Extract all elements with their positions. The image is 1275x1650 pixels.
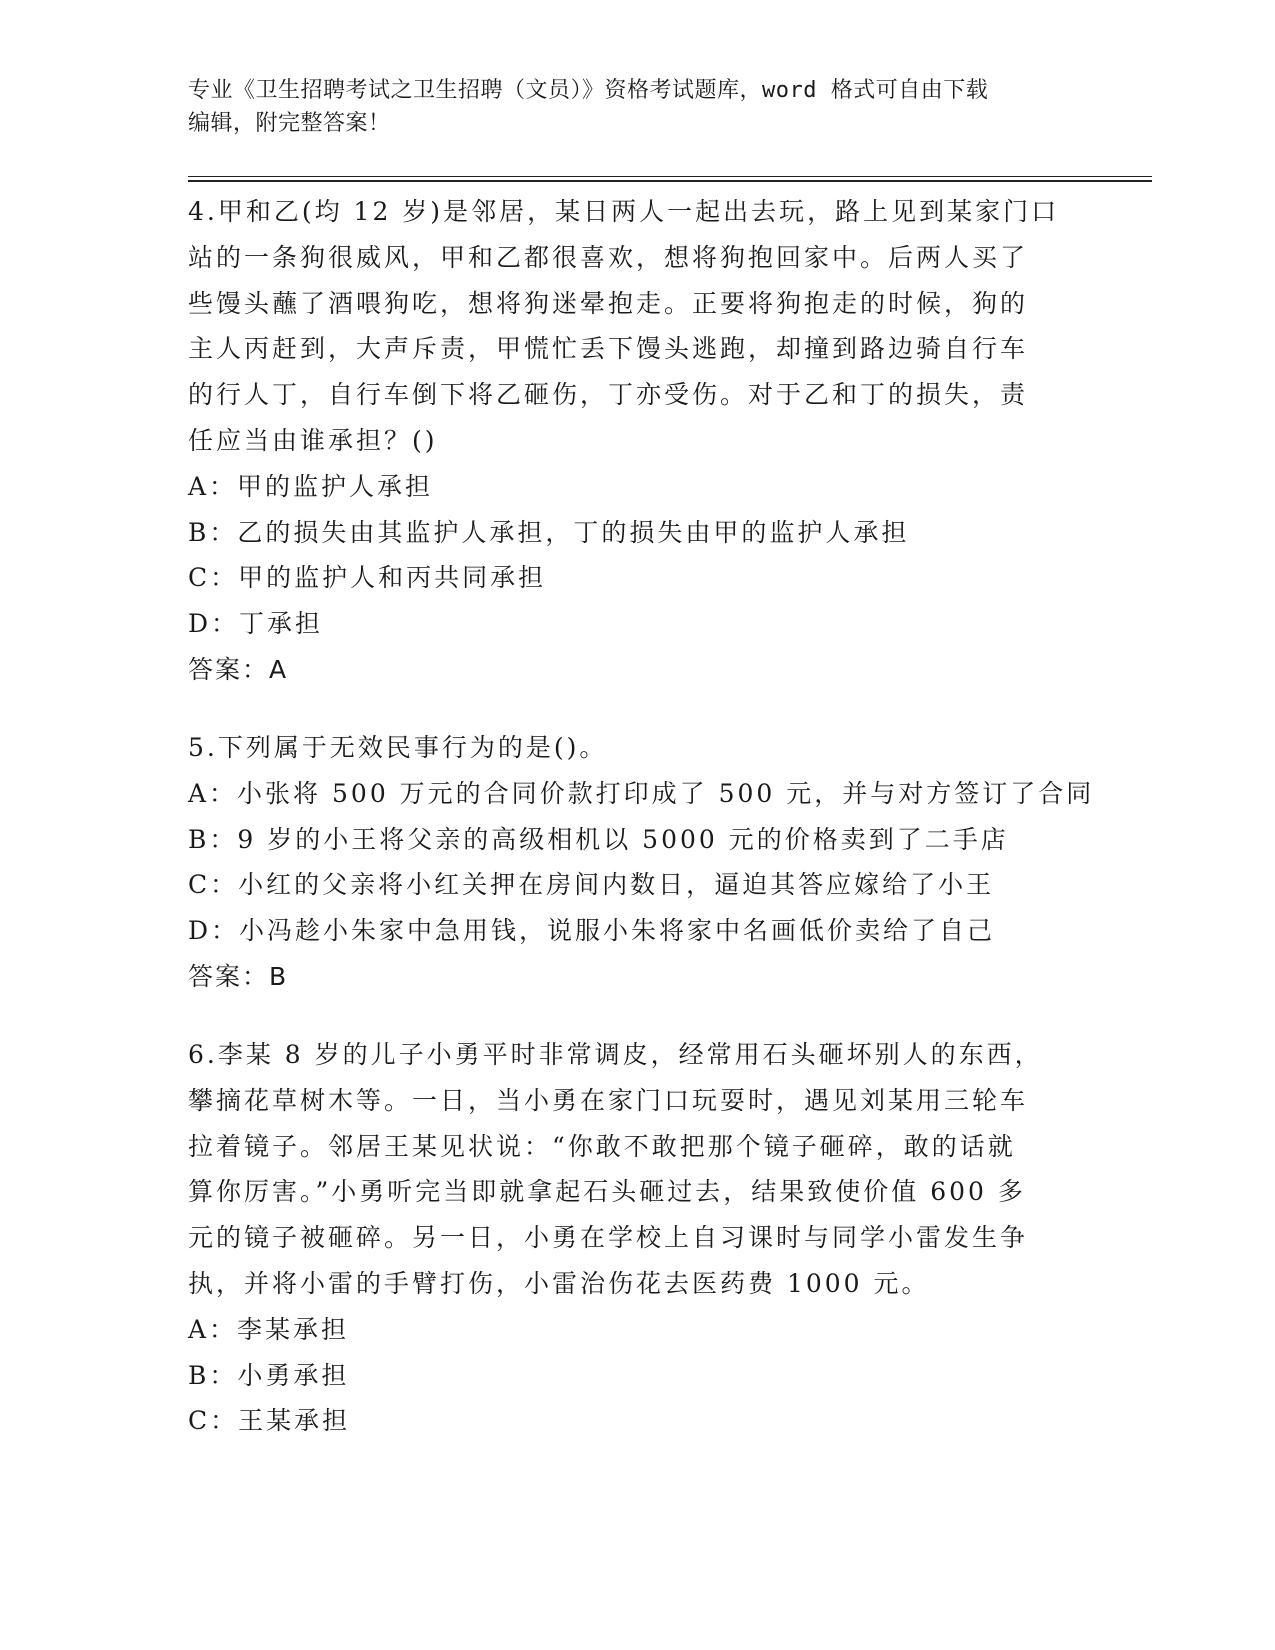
question-item <box>188 1032 1088 1444</box>
question-stem <box>188 725 1088 771</box>
document-header <box>188 74 1068 140</box>
stem-line: 元的镜子被砸碎。另一日，小勇在学校上自习课时与同学小雷发生争 <box>188 1223 1029 1253</box>
stem-line: 4.甲和乙(均 12 岁)是邻居，某日两人一起出去玩，路上见到某家门口 <box>188 197 1060 226</box>
question-item <box>188 725 1095 1000</box>
option-b: B：小勇承担 <box>188 1360 350 1390</box>
option-d: D：丁承担 <box>188 609 324 639</box>
stem-line: 执，并将小雷的手臂打伤，小雷治伤花去医药费 1000 元。 <box>188 1268 930 1298</box>
header-divider-thick <box>188 180 1152 182</box>
question-stem <box>188 1032 1088 1307</box>
stem-line: 6.李某 8 岁的儿子小勇平时非常调皮，经常用石头砸坏别人的东西， <box>188 1039 1043 1069</box>
answer-label: 答案：A <box>188 654 289 684</box>
question-list <box>188 189 1095 1476</box>
option-b: B：9 岁的小王将父亲的高级相机以 5000 元的价格卖到了二手店 <box>188 824 1009 854</box>
stem-line: 的行人丁，自行车倒下将乙砸伤，丁亦受伤。对于乙和丁的损失，责 <box>188 380 1029 410</box>
stem-line: 攀摘花草树木等。一日，当小勇在家门口玩耍时，遇见刘某用三轮车 <box>188 1085 1029 1115</box>
question-stem <box>188 189 1088 464</box>
question-item <box>188 189 1088 693</box>
stem-line: 些馒头蘸了酒喂狗吃，想将狗迷晕抱走。正要将狗抱走的时候，狗的 <box>188 288 1029 318</box>
option-a: A：小张将 500 万元的合同价款打印成了 500 元，并与对方签订了合同 <box>188 778 1095 808</box>
option-c: C：王某承担 <box>188 1406 351 1436</box>
stem-line: 拉着镜子。邻居王某见状说：“你敢不敢把那个镜子砸碎，敢的话就 <box>188 1131 1016 1161</box>
stem-line: 算你厉害。”小勇听完当即就拿起石头砸过去，结果致使价值 600 多 <box>188 1177 1026 1207</box>
option-c: C：甲的监护人和丙共同承担 <box>188 563 547 593</box>
header-line: 编辑，附完整答案！ <box>188 111 391 136</box>
option-c: C：小红的父亲将小红关押在房间内数日，逼迫其答应嫁给了小王 <box>188 870 995 900</box>
option-a: A：李某承担 <box>188 1314 350 1344</box>
answer-label: 答案：B <box>188 961 289 991</box>
header-line: 专业《卫生招聘考试之卫生招聘（文员）》资格考试题库，word 格式可自由下载 <box>188 78 989 103</box>
option-a: A：甲的监护人承担 <box>188 471 434 501</box>
stem-line: 站的一条狗很威风，甲和乙都很喜欢，想将狗抱回家中。后两人买了 <box>188 242 1029 272</box>
header-divider <box>188 176 1152 177</box>
stem-line: 5.下列属于无效民事行为的是()。 <box>188 732 608 762</box>
option-b: B：乙的损失由其监护人承担，丁的损失由甲的监护人承担 <box>188 517 910 547</box>
stem-line: 任应当由谁承担？() <box>188 425 438 455</box>
option-d: D：小冯趁小朱家中急用钱，说服小朱将家中名画低价卖给了自己 <box>188 916 996 946</box>
stem-line: 主人丙赶到，大声斥责，甲慌忙丢下馒头逃跑，却撞到路边骑自行车 <box>188 334 1029 364</box>
